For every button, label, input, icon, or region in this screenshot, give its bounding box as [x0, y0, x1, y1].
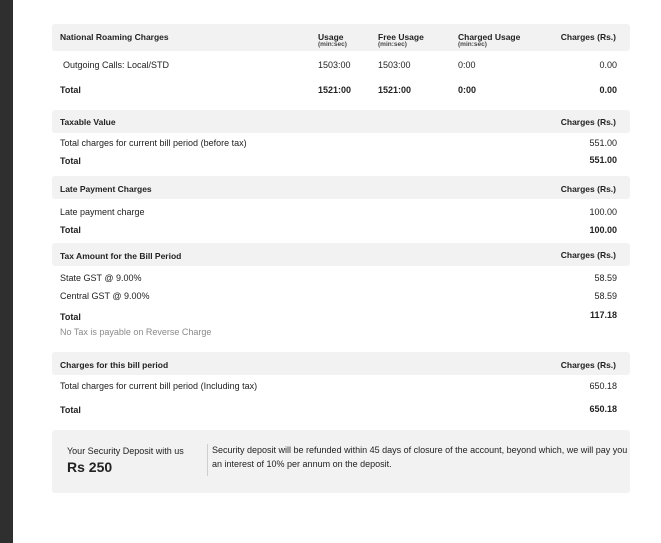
- bill-page: [13, 0, 661, 543]
- roaming-title: National Roaming Charges: [60, 32, 169, 42]
- row-charges: 0.00: [599, 60, 617, 70]
- security-deposit-box: [52, 430, 630, 493]
- late-total-label: Total: [60, 225, 81, 235]
- tax-row-label: Central GST @ 9.00%: [60, 291, 150, 301]
- deposit-note-line2: an interest of 10% per annum on the deposit.: [212, 459, 392, 469]
- tax-title: Tax Amount for the Bill Period: [60, 251, 182, 261]
- taxable-header: [52, 110, 630, 133]
- col-free-unit: (min:sec): [378, 41, 407, 48]
- row-label: Outgoing Calls: Local/STD: [63, 60, 170, 70]
- total-usage: 1521:00: [318, 85, 352, 95]
- taxable-row-charges: 551.00: [589, 138, 617, 148]
- taxable-title: Taxable Value: [60, 117, 116, 127]
- tax-total-label: Total: [60, 312, 81, 322]
- tax-row-charges: 58.59: [594, 273, 617, 283]
- col-charged-unit: (min:sec): [458, 41, 487, 48]
- col-charges: Charges (Rs.): [560, 184, 616, 194]
- col-charges: Charges (Rs.): [560, 250, 616, 260]
- bill-row-label: Total charges for current bill period (Including tax): [60, 381, 258, 391]
- tax-total-charges: 117.18: [589, 310, 617, 320]
- bill-row-charges: 650.18: [589, 381, 617, 391]
- taxable-total-charges: 551.00: [589, 155, 617, 165]
- total-label: Total: [60, 85, 81, 95]
- col-free-usage: Free Usage: [378, 32, 424, 42]
- deposit-label: Your Security Deposit with us: [67, 446, 184, 456]
- late-title: Late Payment Charges: [60, 184, 152, 194]
- bill-total-label: Total: [60, 405, 81, 415]
- late-row-charges: 100.00: [589, 207, 617, 217]
- total-free-usage: 1521:00: [378, 85, 412, 95]
- row-free-usage: 1503:00: [378, 60, 411, 70]
- tax-row-label: State GST @ 9.00%: [60, 273, 142, 283]
- viewer-left-edge: [0, 0, 13, 543]
- col-usage-unit: (min:sec): [318, 41, 347, 48]
- bill-total-charges: 650.18: [589, 404, 617, 414]
- late-header: [52, 176, 630, 199]
- bill-title: Charges for this bill period: [60, 360, 169, 370]
- row-usage: 1503:00: [318, 60, 351, 70]
- tax-row-charges: 58.59: [594, 291, 617, 301]
- reverse-charge-note: No Tax is payable on Reverse Charge: [60, 327, 212, 337]
- col-usage: Usage: [318, 32, 344, 42]
- col-charges: Charges (Rs.): [560, 117, 616, 127]
- late-row-label: Late payment charge: [60, 207, 145, 217]
- deposit-note-line1: Security deposit will be refunded within 45 days of closure of the account, beyond which, we will pay you: [212, 445, 628, 455]
- total-charges: 0.00: [599, 85, 617, 95]
- deposit-divider: [207, 444, 208, 476]
- tax-header: [52, 243, 630, 266]
- total-charged-usage: 0:00: [458, 85, 477, 95]
- roaming-header: [52, 24, 630, 51]
- taxable-total-label: Total: [60, 156, 81, 166]
- row-charged-usage: 0:00: [458, 60, 476, 70]
- taxable-row-label: Total charges for current bill period (before tax): [60, 138, 247, 148]
- deposit-amount: Rs 250: [67, 459, 113, 475]
- col-charged-usage: Charged Usage: [458, 32, 521, 42]
- bill-header: [52, 352, 630, 375]
- col-charges: Charges (Rs.): [560, 32, 616, 42]
- late-total-charges: 100.00: [589, 225, 617, 235]
- col-charges: Charges (Rs.): [560, 360, 616, 370]
